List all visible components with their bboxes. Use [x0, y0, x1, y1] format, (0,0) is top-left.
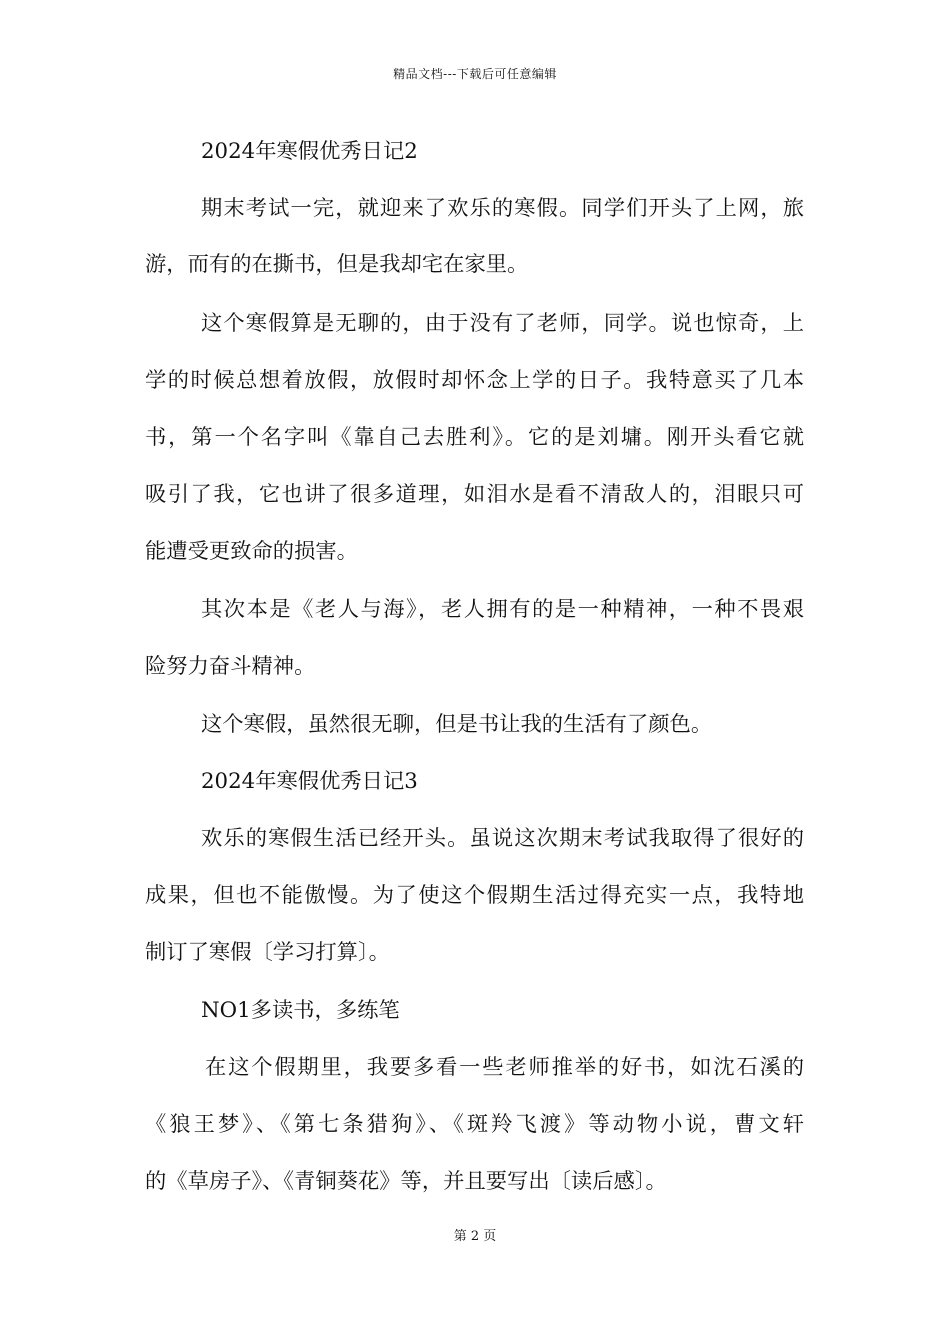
paragraph-line: 书，第一个名字叫《靠自己去胜利》。它的是刘墉。刚开头看它就	[145, 425, 804, 450]
paragraph-line: 在这个假期里，我要多看一些老师推举的好书，如沈石溪的	[205, 1055, 804, 1080]
diary-title-2: 2024年寒假优秀日记2	[201, 139, 418, 164]
paragraph-line: 其次本是《老人与海》，老人拥有的是一种精神，一种不畏艰	[201, 597, 804, 622]
diary-title-3: 2024年寒假优秀日记3	[201, 769, 418, 794]
paragraph-line: 成果，但也不能傲慢。为了使这个假期生活过得充实一点，我特地	[145, 883, 804, 908]
paragraph-line: 游，而有的在撕书，但是我却宅在家里。	[145, 252, 529, 277]
paragraph-line: 制订了寒假〔学习打算〕。	[145, 940, 390, 965]
paragraph-line: 学的时候总想着放假，放假时却怀念上学的日子。我特意买了几本	[145, 368, 804, 393]
paragraph-line: 能遭受更致命的损害。	[145, 539, 358, 564]
paragraph-line: 这个寒假算是无聊的，由于没有了老师，同学。说也惊奇，上	[201, 311, 804, 336]
paragraph-line: 的《草房子》、《青铜葵花》等，并且要写出〔读后感〕。	[145, 1169, 667, 1194]
paragraph-line: 这个寒假，虽然很无聊，但是书让我的生活有了颜色。	[201, 712, 713, 737]
section-heading: NO1多读书，多练笔	[201, 998, 400, 1023]
paragraph-line: 欢乐的寒假生活已经开头。虽说这次期末考试我取得了很好的	[201, 826, 804, 851]
paragraph-line: 期末考试一完，就迎来了欢乐的寒假。同学们开头了上网，旅	[201, 196, 804, 221]
page-number: 第 2 页	[453, 1229, 497, 1244]
paragraph-line: 险努力奋斗精神。	[145, 654, 316, 679]
paragraph-line: 吸引了我，它也讲了很多道理，如泪水是看不清敌人的，泪眼只可	[145, 482, 804, 507]
page-header: 精品文档---下载后可任意编辑	[393, 67, 557, 81]
paragraph-line: 《狼王梦》、《第七条猎狗》、《斑羚飞渡》等动物小说，曹文轩	[145, 1112, 804, 1137]
